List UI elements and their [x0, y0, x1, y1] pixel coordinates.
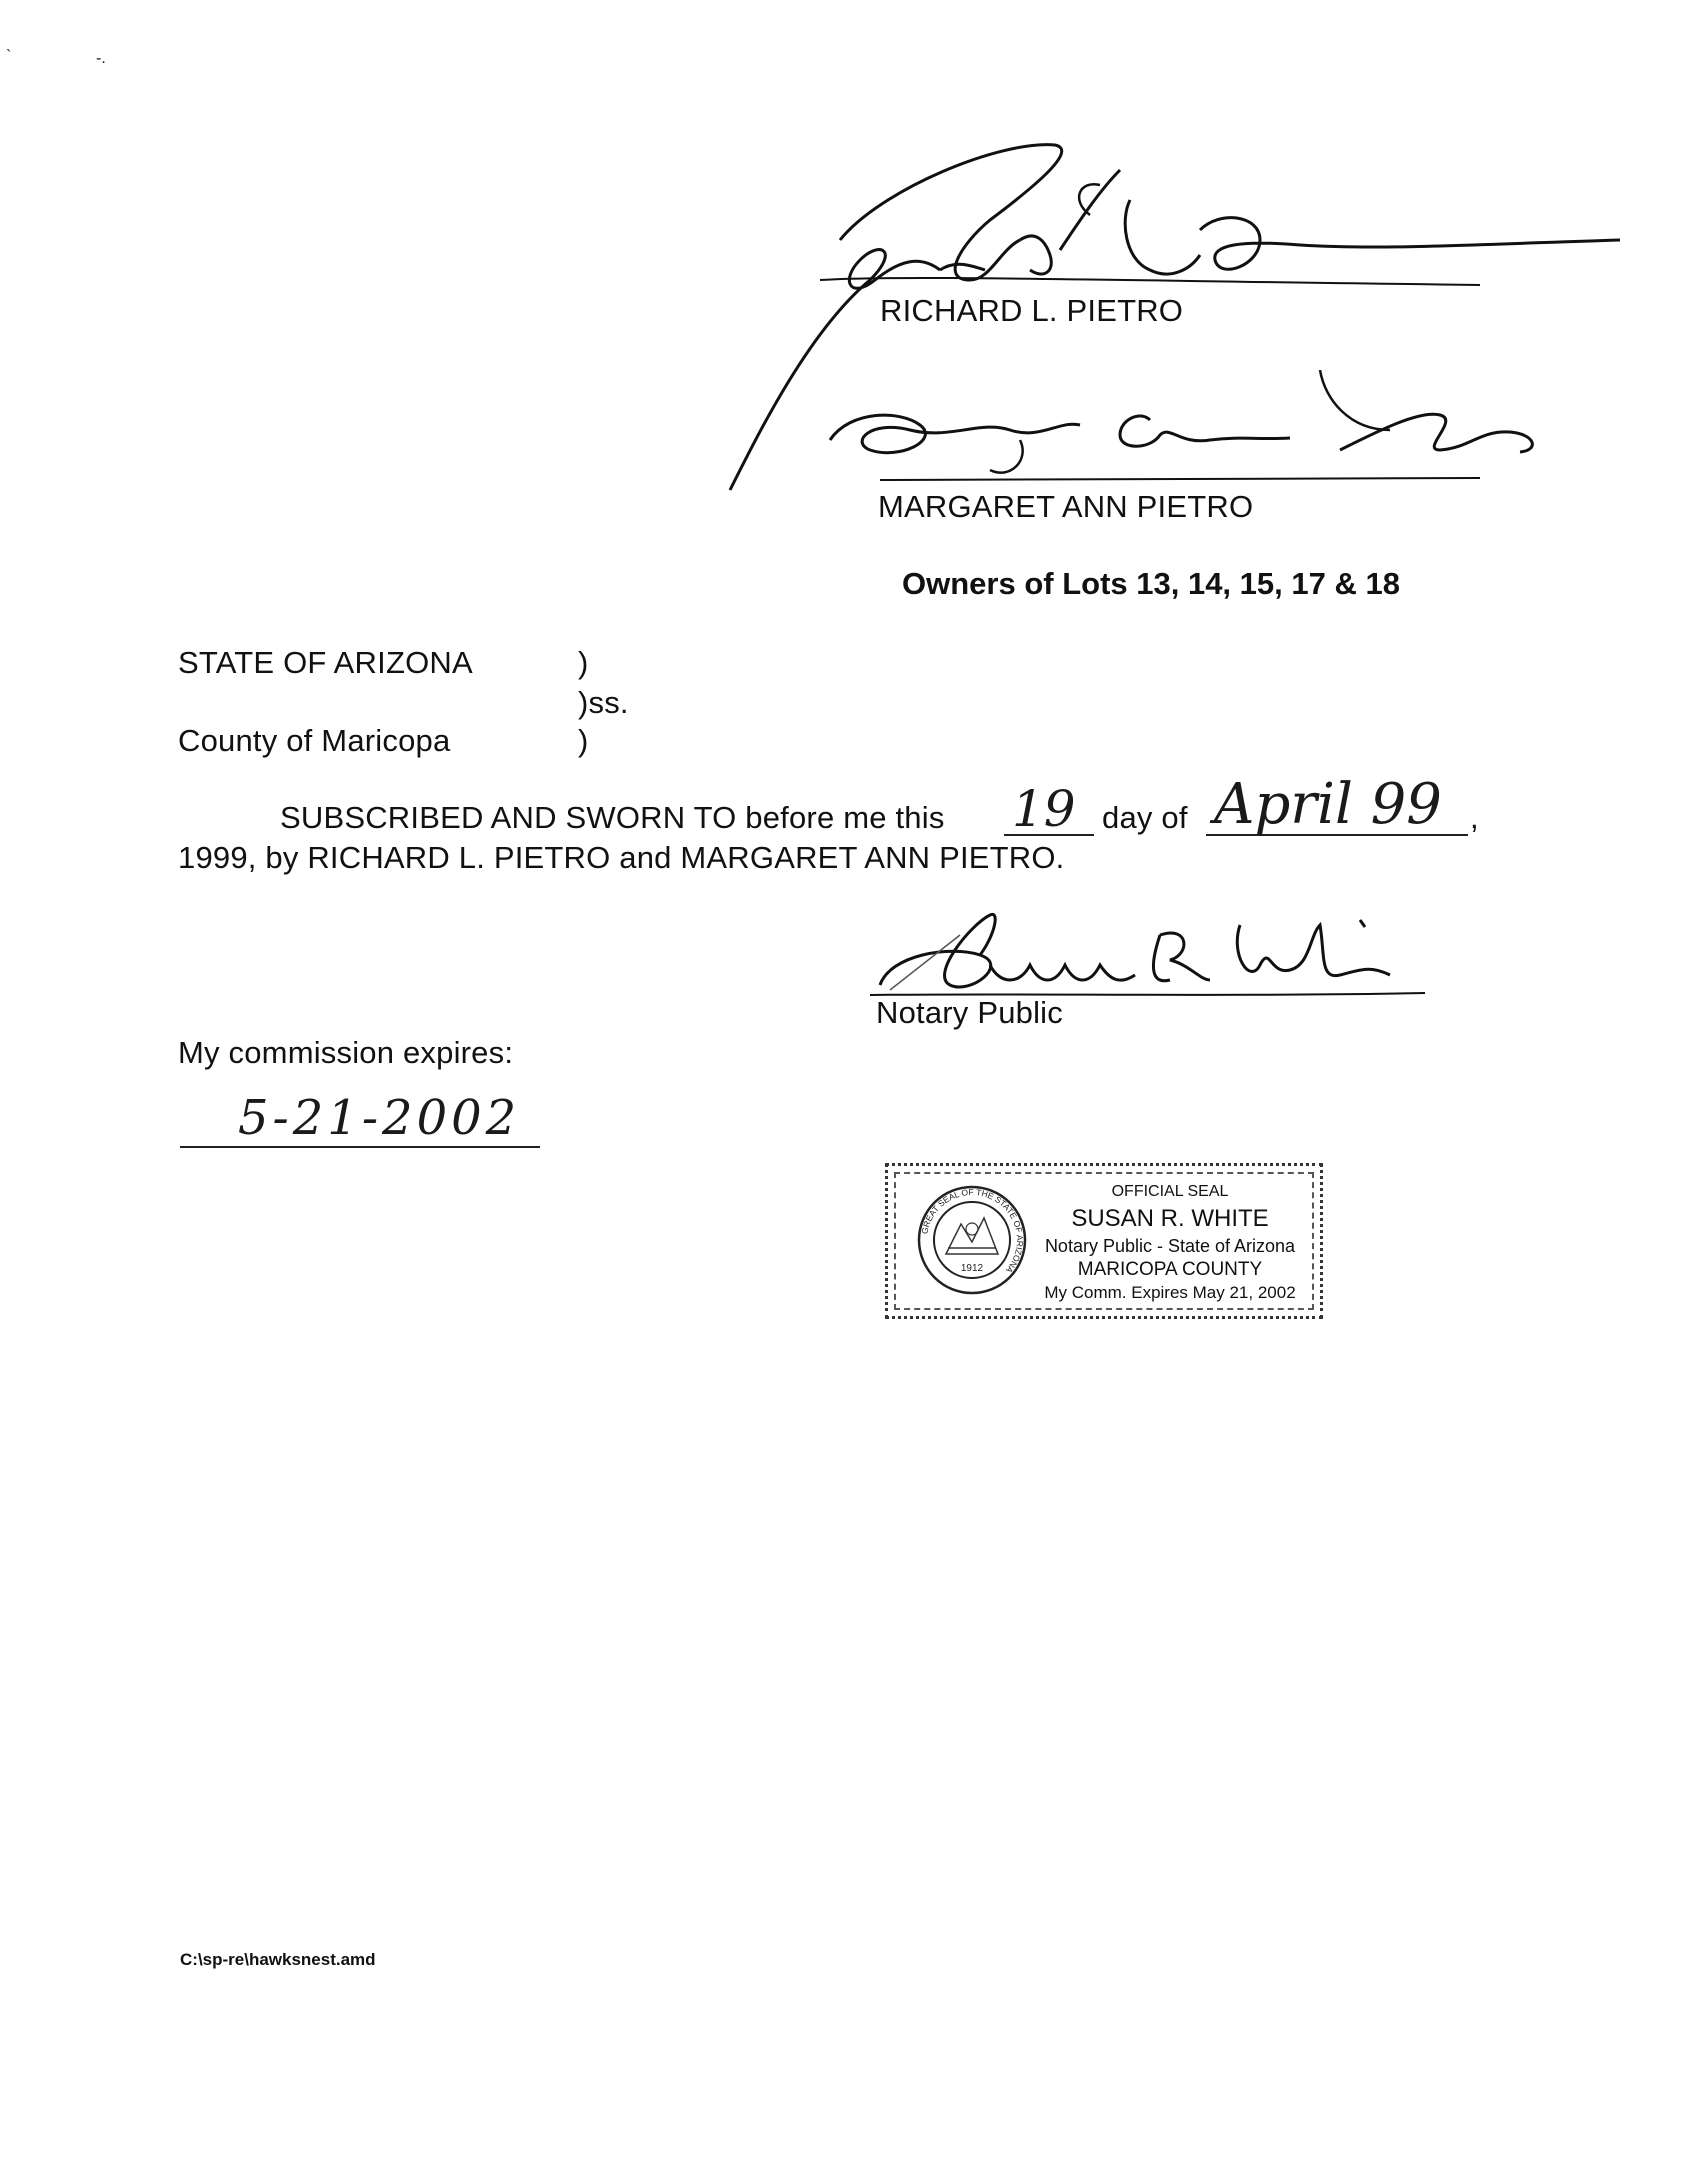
seal-notary-name: SUSAN R. WHITE	[1071, 1205, 1269, 1232]
signatory-name-margaret: MARGARET ANN PIETRO	[878, 489, 1254, 524]
county-line: County of Maricopa	[178, 723, 451, 758]
state-seal-emblem	[916, 1184, 1028, 1296]
jurat-line2: 1999, by RICHARD L. PIETRO and MARGARET ANN PIETRO.	[178, 840, 1065, 875]
seal-notary-state: Notary Public - State of Arizona	[1044, 1236, 1296, 1256]
owners-line: Owners of Lots 13, 14, 15, 17 & 18	[902, 566, 1400, 601]
state-line: STATE OF ARIZONA	[178, 645, 473, 680]
svg-text:GREAT SEAL OF THE STATE OF ARI: GREAT SEAL OF THE STATE OF ARIZONA	[919, 1186, 1026, 1275]
commission-date-handwritten: 5-21-2002	[238, 1090, 521, 1146]
commission-label: My commission expires:	[178, 1035, 514, 1070]
seal-expiration: My Comm. Expires May 21, 2002	[1044, 1283, 1296, 1302]
stray-mark-right: -.	[96, 50, 106, 67]
margaret-signature	[820, 370, 1560, 490]
signatory-name-richard: RICHARD L. PIETRO	[880, 293, 1184, 328]
seal-county: MARICOPA COUNTY	[1077, 1259, 1263, 1280]
venue-paren-top: )	[578, 645, 589, 680]
venue-paren-bottom: )	[578, 723, 589, 758]
seal-official-label: OFFICIAL SEAL	[1111, 1183, 1229, 1200]
notary-signature	[870, 905, 1430, 1005]
notary-title: Notary Public	[876, 995, 1063, 1030]
commission-underline	[180, 1146, 540, 1148]
svg-text:1912: 1912	[960, 1263, 984, 1274]
venue-ss: )ss.	[578, 685, 629, 720]
jurat-line1-prefix: SUBSCRIBED AND SWORN TO before me this	[280, 800, 945, 835]
stray-mark-left: `	[6, 48, 12, 65]
month-handwritten: April 99	[1214, 772, 1442, 837]
official-seal-stamp	[885, 1163, 1323, 1319]
jurat-line1-suffix: ,	[1470, 800, 1479, 835]
jurat-line1-mid: day of	[1102, 800, 1188, 835]
file-path: C:\sp-re\hawksnest.amd	[180, 1950, 376, 1969]
day-handwritten: 19	[1012, 780, 1076, 838]
